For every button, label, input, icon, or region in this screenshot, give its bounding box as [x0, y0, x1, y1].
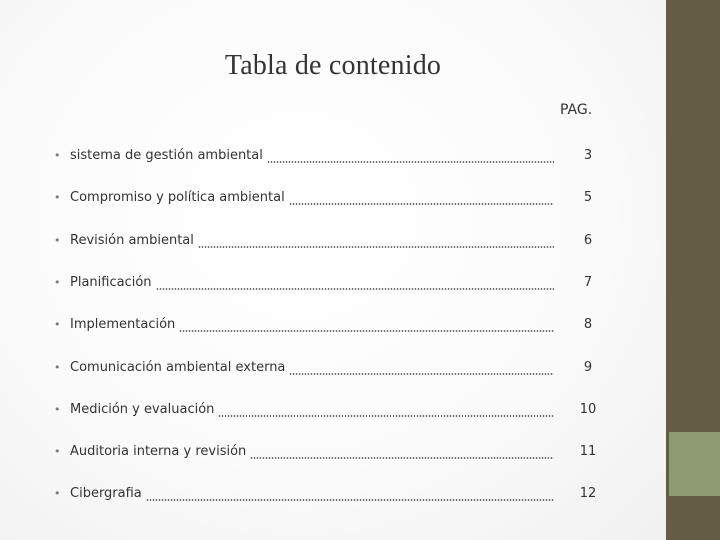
toc-entry-page: 11	[579, 444, 597, 460]
decorative-accent-block	[669, 432, 720, 496]
toc-entry	[54, 315, 614, 335]
dot-leader	[267, 161, 554, 163]
bullet-icon: •	[54, 487, 61, 501]
toc-entry	[54, 400, 614, 420]
dot-leader	[289, 203, 554, 205]
bullet-icon: •	[54, 149, 61, 162]
toc-entry-page: 6	[583, 232, 593, 248]
bullet-icon: •	[54, 402, 61, 416]
toc-entry-label: Comunicación ambiental externa	[70, 359, 286, 375]
slide-title: Tabla de contenido	[224, 50, 442, 81]
toc-entry	[54, 273, 614, 293]
toc-entry-label: Compromiso y política ambiental	[70, 190, 285, 206]
dot-leader	[146, 499, 554, 501]
toc-entry-label: Revisión ambiental	[70, 232, 194, 248]
page-column-header: PAG.	[560, 102, 593, 118]
bullet-icon: •	[54, 445, 61, 459]
toc-entry-page: 7	[583, 274, 593, 290]
toc-entry	[54, 442, 614, 462]
toc-entry	[54, 146, 614, 166]
toc-entry	[54, 188, 614, 208]
toc-entry-page: 8	[583, 317, 593, 333]
toc-entry-label: Medición y evaluación	[70, 401, 215, 417]
toc-entry-label: Planificación	[70, 274, 152, 290]
dot-leader	[289, 373, 554, 375]
toc-entry-label: Auditoria interna y revisión	[70, 444, 247, 460]
toc-entry-page: 12	[579, 486, 597, 502]
dot-leader	[179, 330, 554, 332]
dot-leader	[250, 457, 554, 459]
bullet-icon: •	[54, 318, 61, 332]
toc-entry-page: 10	[579, 401, 597, 417]
toc-entry-label: sistema de gestión ambiental	[70, 148, 263, 163]
toc-entry-page: 3	[583, 148, 593, 163]
bullet-icon: •	[54, 360, 61, 374]
toc-entry	[54, 231, 614, 251]
toc-entry-page: 5	[583, 190, 593, 206]
bullet-icon: •	[54, 191, 61, 205]
toc-entry	[54, 358, 614, 378]
dot-leader	[218, 415, 554, 417]
toc-entry	[54, 484, 614, 504]
toc-entry-label: Implementación	[70, 317, 176, 333]
toc-entry-page: 9	[583, 359, 593, 375]
toc-entry-label: Cibergrafia	[70, 486, 142, 502]
bullet-icon: •	[54, 275, 61, 289]
dot-leader	[156, 288, 554, 290]
bullet-icon: •	[54, 233, 61, 247]
dot-leader	[198, 246, 554, 248]
